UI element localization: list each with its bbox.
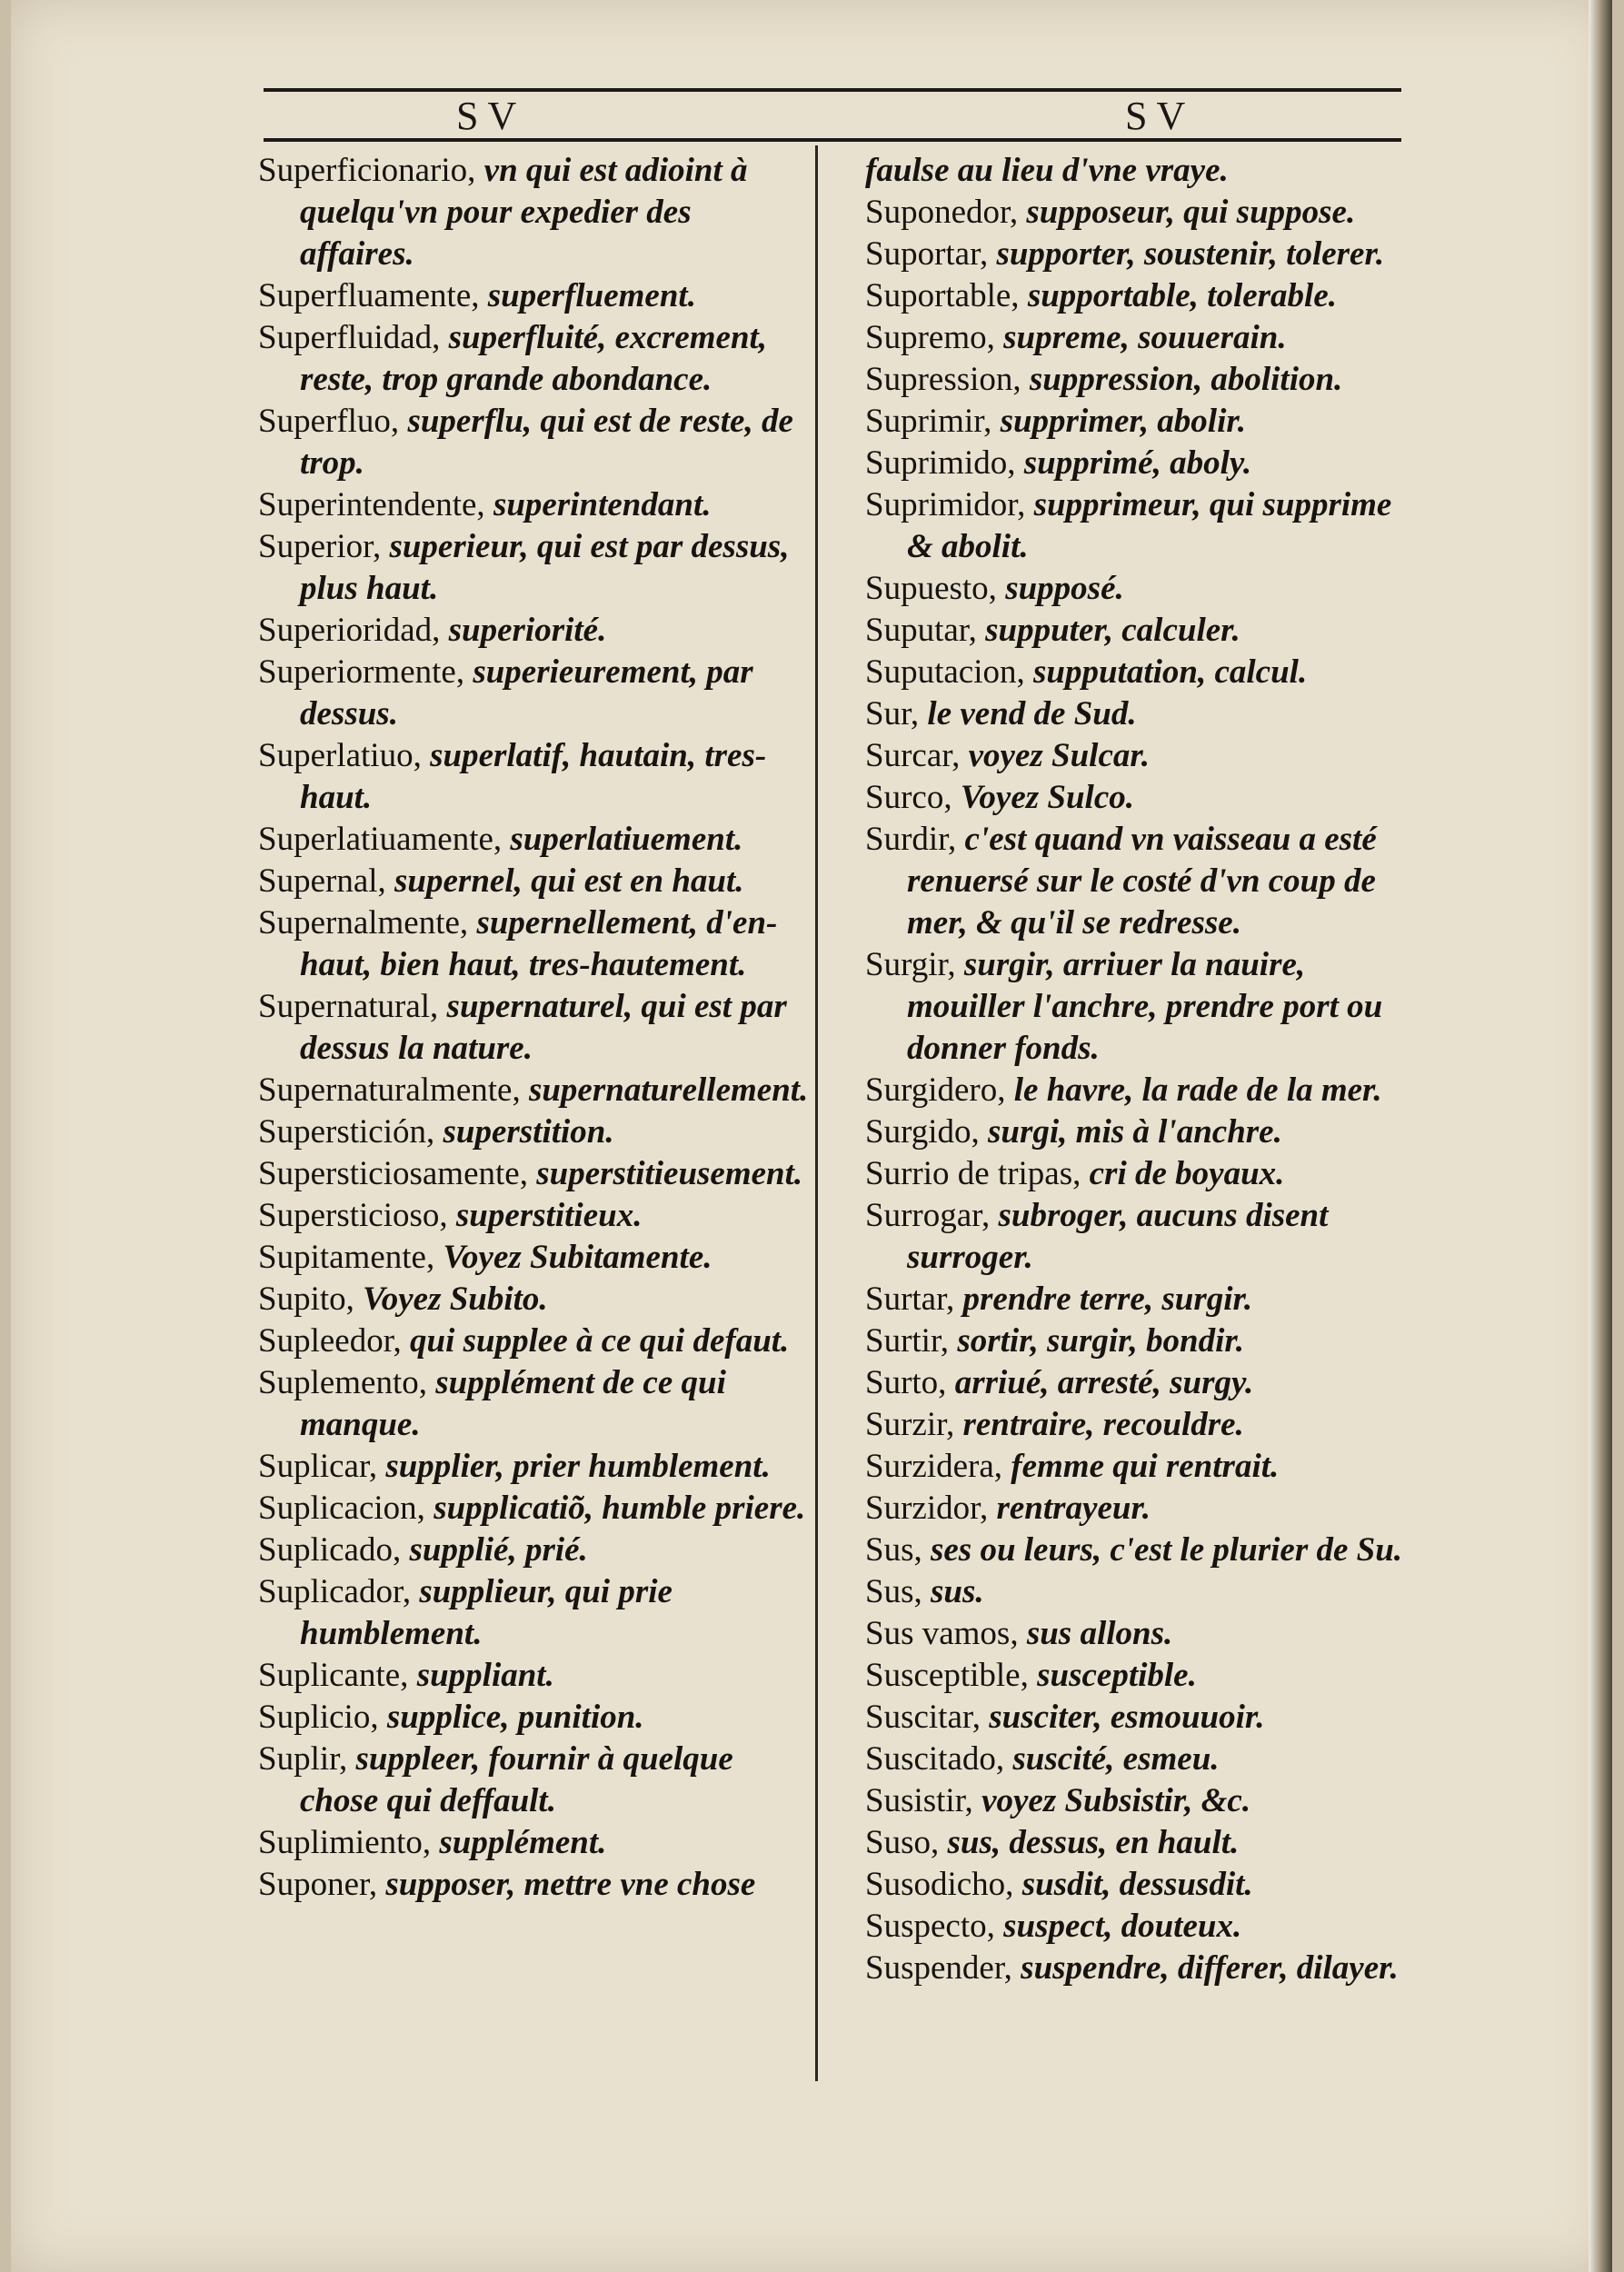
entry-definition: supplément. [439,1824,607,1861]
entry-term: Supremo, [865,319,995,356]
entry-definition: supernel, qui est en haut. [394,862,744,900]
dictionary-entry [865,693,1421,735]
entry-term: Supernaturalmente, [258,1071,521,1109]
entry-definition: suspect, douteux. [1003,1908,1242,1945]
entry-definition: femme qui rentrait. [1011,1448,1280,1485]
entry-term: Surto, [865,1364,947,1401]
dictionary-entry [258,819,809,861]
dictionary-entry [865,1613,1421,1655]
entry-definition: vn qui est adioint à quelqu'vn pour expedier des affaires. [300,152,748,273]
entry-term: Surzidor, [865,1490,989,1527]
dictionary-entry [258,1237,809,1279]
entry-definition: supernaturellement. [528,1071,809,1109]
entry-definition: supprimeur, qui supprime & abolit. [907,486,1392,565]
dictionary-entry [258,861,809,902]
dictionary-entry [258,1153,809,1195]
dictionary-entry [258,1195,809,1237]
entry-term: Suplicio, [258,1699,379,1736]
dictionary-entry [258,735,809,819]
dictionary-entry [865,1948,1421,1989]
entry-definition: suppleer, fournir à quelque chose qui deffault. [300,1740,733,1819]
entry-definition: supputer, calculer. [985,612,1240,649]
entry-term: Surtir, [865,1322,950,1360]
entry-term: Suscitado, [865,1740,1005,1778]
entry-definition: surgi, mis à l'anchre. [988,1113,1282,1151]
dictionary-entry [865,401,1421,443]
entry-term: Supito, [258,1280,354,1318]
entry-term: Suplemento, [258,1364,428,1401]
entry-definition: superlatif, hautain, tres-haut. [300,737,767,816]
entry-term: Suplicador, [258,1573,412,1610]
entry-term: Surgido, [865,1113,980,1151]
dictionary-entry [258,1320,809,1362]
entry-term: Supernal, [258,862,386,900]
running-head-left: SV [456,94,526,138]
entry-term: Sus vamos, [865,1615,1019,1652]
dictionary-entry [865,1655,1421,1697]
entry-definition: supprimer, abolir. [1000,403,1246,440]
dictionary-entry [865,652,1421,693]
entry-term: Suponedor, [865,194,1019,231]
page-edge [1589,0,1612,2272]
entry-term: Surgir, [865,946,956,983]
entry-definition: qui supplee à ce qui defaut. [410,1322,790,1360]
entry-term: Suplicante, [258,1657,409,1694]
entry-term: Superior, [258,528,382,565]
entry-definition: superlatiuement. [510,821,743,858]
entry-term: Susceptible, [865,1657,1029,1694]
entry-term: Superfluidad, [258,319,441,356]
dictionary-entry [865,1279,1421,1320]
dictionary-entry [258,1111,809,1153]
entry-definition: supposeur, qui suppose. [1026,194,1356,231]
entry-definition: susciter, esmouuoir. [989,1699,1265,1736]
entry-term: Supleedor, [258,1322,402,1360]
dictionary-entry [865,1697,1421,1739]
entry-term: Suplicado, [258,1531,402,1569]
dictionary-entry [865,1362,1421,1404]
entry-definition: faulse au lieu d'vne vraye. [865,152,1229,189]
dictionary-entry [865,484,1421,568]
entry-definition: supernellement, d'en-haut, bien haut, tres-hautement. [300,904,778,983]
entry-definition: supputation, calcul. [1032,653,1308,691]
entry-term: Supernatural, [258,988,439,1025]
dictionary-entry [258,1864,809,1906]
entry-term: Surco, [865,779,952,816]
entry-term: Surtar, [865,1280,955,1318]
dictionary-entry [865,1070,1421,1111]
entry-definition: supposé. [1005,570,1124,607]
dictionary-entry [865,1111,1421,1153]
entry-definition: Voyez Subito. [363,1280,548,1318]
dictionary-page [11,0,1612,2272]
entry-term: Surzidera, [865,1448,1003,1485]
dictionary-entry [865,819,1421,944]
entry-term: Suponer, [258,1866,378,1903]
entry-definition: susdit, dessusdit. [1021,1866,1253,1903]
entry-term: Superlatiuo, [258,737,422,774]
entry-term: Sus, [865,1573,922,1610]
entry-definition: superieurement, par dessus. [300,653,753,732]
entry-term: Supersticiosamente, [258,1155,528,1192]
entry-term: Suprimido, [865,444,1016,482]
entry-definition: superfluement. [487,277,696,314]
entry-definition: superfluité, excrement, reste, trop grande abondance. [300,319,768,398]
entry-definition: suspendre, differer, dilayer. [1021,1949,1399,1987]
entry-term: Suplicacion, [258,1490,425,1527]
entry-term: Sus, [865,1531,922,1569]
dictionary-entry [865,150,1421,192]
entry-definition: c'est quand vn vaisseau a esté renuersé sur le costé d'vn coup de mer, & qu'il se redresse. [907,821,1377,942]
entry-term: Superstición, [258,1113,435,1151]
entry-term: Suprimir, [865,403,992,440]
entry-definition: supplieur, qui prie humblement. [300,1573,673,1652]
entry-term: Supression, [865,361,1021,398]
dictionary-entry [865,1739,1421,1780]
dictionary-entry [258,317,809,401]
dictionary-entry [258,526,809,610]
dictionary-entry [258,1697,809,1739]
dictionary-entry [865,359,1421,401]
dictionary-entry [865,568,1421,610]
entry-term: Surgidero, [865,1071,1006,1109]
dictionary-entry [258,150,809,275]
entry-definition: subroger, aucuns disent surroger. [907,1197,1329,1276]
entry-term: Surrogar, [865,1197,991,1234]
entry-definition: le havre, la rade de la mer. [1013,1071,1382,1109]
entry-term: Suso, [865,1824,940,1861]
dictionary-entry [865,275,1421,317]
entry-definition: supplié, prié. [409,1531,588,1569]
entry-term: Superioridad, [258,612,441,649]
dictionary-entry [865,610,1421,652]
dictionary-entry [258,1446,809,1488]
entry-definition: supplicatiõ, humble priere. [433,1490,806,1527]
entry-definition: supportable, tolerable. [1027,277,1338,314]
entry-definition: le vend de Sud. [927,695,1137,732]
entry-definition: supporter, soustenir, tolerer. [996,235,1385,273]
dictionary-entry [865,1195,1421,1279]
entry-definition: superflu, qui est de reste, de trop. [300,403,793,482]
entry-term: Superlatiuamente, [258,821,503,858]
entry-definition: suppliant. [416,1657,554,1694]
dictionary-entry [258,1571,809,1655]
entry-term: Suputacion, [865,653,1025,691]
dictionary-entry [258,1488,809,1530]
dictionary-entry [865,443,1421,484]
dictionary-entry [865,1571,1421,1613]
dictionary-entry [258,1530,809,1571]
entry-definition: sus, dessus, en hault. [947,1824,1240,1861]
entry-definition: supernaturel, qui est par dessus la nature. [300,988,787,1067]
entry-definition: voyez Subsistir, &c. [981,1782,1251,1819]
entry-term: Superfluamente, [258,277,480,314]
entry-definition: supreme, souuerain. [1003,319,1287,356]
dictionary-entry [865,317,1421,359]
entry-term: Suputar, [865,612,977,649]
entry-definition: Voyez Sulco. [960,779,1135,816]
dictionary-entry [865,1906,1421,1948]
entry-term: Supernalmente, [258,904,469,942]
entry-term: Supersticioso, [258,1197,448,1234]
entry-definition: susceptible. [1037,1657,1197,1694]
entry-definition: surgir, arriuer la nauire, mouiller l'anchre, prendre port ou donner fonds. [907,946,1383,1067]
dictionary-entry [865,1488,1421,1530]
left-column [258,150,809,1906]
entry-term: Suplir, [258,1740,348,1778]
dictionary-entry [258,1822,809,1864]
entry-definition: ses ou leurs, c'est le plurier de Su. [930,1531,1403,1569]
dictionary-entry [258,986,809,1070]
entry-definition: Voyez Subitamente. [443,1239,712,1276]
dictionary-entry [865,777,1421,819]
entry-term: Surcar, [865,737,961,774]
entry-term: Superiormente, [258,653,465,691]
running-head-right: SV [1125,94,1195,138]
entry-definition: suppression, abolition. [1029,361,1343,398]
dictionary-entry [865,192,1421,234]
entry-term: Suplicar, [258,1448,378,1485]
entry-definition: supposer, mettre vne chose [385,1866,756,1903]
dictionary-entry [258,1739,809,1822]
entry-definition: rentraire, recouldre. [962,1406,1244,1443]
entry-definition: supplier, prier humblement. [385,1448,771,1485]
entry-term: Suscitar, [865,1699,981,1736]
dictionary-entry [865,1780,1421,1822]
dictionary-entry [258,652,809,735]
dictionary-entry [865,234,1421,275]
entry-term: Suplimiento, [258,1824,432,1861]
entry-definition: superintendant. [493,486,712,523]
dictionary-entry [865,1153,1421,1195]
dictionary-entry [865,1320,1421,1362]
entry-definition: superieur, qui est par dessus, plus haut. [300,528,790,607]
entry-definition: cri de boyaux. [1089,1155,1285,1192]
dictionary-entry [258,1362,809,1446]
dictionary-entry [258,610,809,652]
entry-term: Superficionario, [258,152,476,189]
dictionary-entry [865,944,1421,1070]
dictionary-entry [865,1446,1421,1488]
right-column [865,150,1421,1989]
dictionary-entry [865,1822,1421,1864]
dictionary-entry [258,902,809,986]
entry-definition: sus allons. [1026,1615,1173,1652]
dictionary-entry [258,484,809,526]
dictionary-entry [258,1070,809,1111]
dictionary-entry [865,1404,1421,1446]
entry-term: Superfluo, [258,403,400,440]
entry-definition: superstitieux. [455,1197,643,1234]
dictionary-entry [865,1864,1421,1906]
entry-term: Surzir, [865,1406,955,1443]
entry-term: Surdir, [865,821,957,858]
dictionary-entry [258,275,809,317]
entry-term: Suprimidor, [865,486,1026,523]
column-divider [815,145,818,2081]
entry-term: Supuesto, [865,570,997,607]
entry-term: Surrio de tripas, [865,1155,1081,1192]
entry-definition: sortir, surgir, bondir. [957,1322,1245,1360]
entry-definition: supplément de ce qui manque. [300,1364,726,1443]
entry-term: Susistir, [865,1782,973,1819]
entry-definition: sus. [930,1573,984,1610]
entry-definition: superstition. [443,1113,614,1151]
header-rule [264,88,1401,92]
entry-term: Superintendente, [258,486,485,523]
entry-definition: supprimé, aboly. [1023,444,1252,482]
entry-term: Suspecto, [865,1908,995,1945]
entry-term: Susodicho, [865,1866,1014,1903]
entry-definition: suscité, esmeu. [1012,1740,1220,1778]
dictionary-entry [258,1279,809,1320]
dictionary-entry [258,401,809,484]
entry-term: Suportable, [865,277,1020,314]
entry-definition: superiorité. [448,612,607,649]
entry-term: Supitamente, [258,1239,435,1276]
dictionary-entry [865,1530,1421,1571]
entry-definition: rentrayeur. [996,1490,1151,1527]
entry-term: Suportar, [865,235,989,273]
entry-definition: voyez Sulcar. [968,737,1150,774]
dictionary-entry [258,1655,809,1697]
header-rule [264,138,1401,142]
entry-definition: superstitieusement. [536,1155,803,1192]
entry-definition: supplice, punition. [386,1699,644,1736]
dictionary-entry [865,735,1421,777]
entry-definition: arriué, arresté, surgy. [954,1364,1254,1401]
entry-term: Suspender, [865,1949,1012,1987]
entry-definition: prendre terre, surgir. [962,1280,1253,1318]
entry-term: Sur, [865,695,920,732]
